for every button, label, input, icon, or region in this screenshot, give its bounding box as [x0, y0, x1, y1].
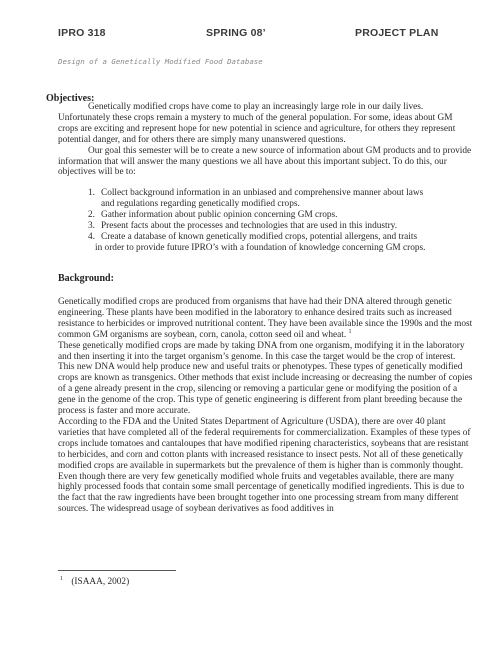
list-item-text: Create a database of known genetically modified crops, potential allergens, and traits [101, 231, 418, 242]
list-item-text-cont: in order to provide future IPRO’s with a foundation of knowledge concerning GM crops. [95, 242, 426, 253]
list-item-text: Collect background information in an unbiased and comprehensive manner about laws [101, 188, 424, 198]
objectives-paragraph-1: Genetically modified crops have come to play an increasingly large role in our daily lives. Unfortunately these crops remain a mystery to much of the general population. For some, ideas about GM crops are exciting and represent hope for new potential in science and agriculture, for others they represent potential danger, and for others there are simply many unanswered questions. [58, 102, 456, 145]
list-item [88, 232, 478, 254]
objectives-heading: Objectives: [46, 93, 95, 104]
list-item-text: Gather information about public opinion concerning GM crops. [101, 209, 338, 220]
list-number: 4. [88, 231, 95, 242]
background-paragraph-3: According to the FDA and the United States Department of Agriculture (USDA), there are over 40 plant varieties that have completed all of the federal requirements for commercialization. Examples of these types of crops include tomatoes and cantaloupes that have modified ripening characteristics, soybeans that are resistant to herbicides, and corn and cotton plants with increased resistance to insect pests. Not all of these genetically modified crops are available in supermarkets but the prevalence of them is higher than is commonly thought. Even though there are very few genetically modified whole fruits and vegetables available, there are many highly processed foods that contain some small percentage of genetically modified ingredients. This is due to the fact that the raw ingredients have been brought together into one processing stream from many different sources. The widespread usage of soybean derivatives as food additives in [58, 416, 471, 515]
header-doc-type: PROJECT PLAN [355, 27, 439, 39]
background-heading: Background: [58, 273, 114, 284]
objectives-paragraph-2: Our goal this semester will be to create a new source of information about GM products and to provide information that will answer the many questions we all have about this important subject. To do this, our objectives will be to: [58, 145, 472, 178]
header-course: IPRO 318 [58, 27, 106, 39]
background-paragraph-1-text: Genetically modified crops are produced from organisms that have had their DNA altered through genetic engineering. These plants have been modified in the laboratory to enhance desired traits such as increased resistance to herbicides or improved nutritional content. They have been available since the 1990s and the most common GM organisms are soybean, corn, canola, cotton seed oil and wheat. [58, 297, 473, 340]
list-item-text-cont: and regulations regarding genetically modified crops. [101, 198, 300, 209]
list-number: 1. [88, 188, 95, 198]
footnote-separator [58, 570, 176, 571]
list-item [88, 188, 478, 210]
footnote [60, 577, 129, 587]
list-item [88, 210, 478, 221]
list-item [88, 221, 478, 232]
background-paragraph-2: These genetically modified crops are made by taking DNA from one organism, modifying it in the laboratory and then inserting it into the target organism’s genome. In this case the target would be the crop of interest. This new DNA would help produce new and useful traits or phenotypes. These types of genetically modified crops are known as transgenics. Other methods that exist include increasing or decreasing the number of copies of a gene already present in the crop, silencing or removing a particular gene or modifying the position of a gene in the genome of the crop. This type of genetic engineering is different from plant breeding because the process is faster and more accurate. [58, 340, 473, 417]
list-number: 2. [88, 209, 95, 220]
footnote-text: (ISAAA, 2002) [71, 577, 130, 587]
footnote-number: 1 [60, 575, 63, 582]
background-section [58, 297, 474, 515]
list-number: 3. [88, 220, 95, 231]
background-paragraph-1 [58, 297, 474, 341]
project-subtitle: Design of a Genetically Modified Food Database [58, 57, 263, 66]
header-term: SPRING 08’ [206, 27, 266, 39]
objectives-list [88, 188, 478, 253]
footnote-reference: 1 [348, 328, 352, 335]
objectives-section [58, 102, 474, 178]
list-item-text: Present facts about the processes and technologies that are used in this industry. [101, 220, 398, 231]
